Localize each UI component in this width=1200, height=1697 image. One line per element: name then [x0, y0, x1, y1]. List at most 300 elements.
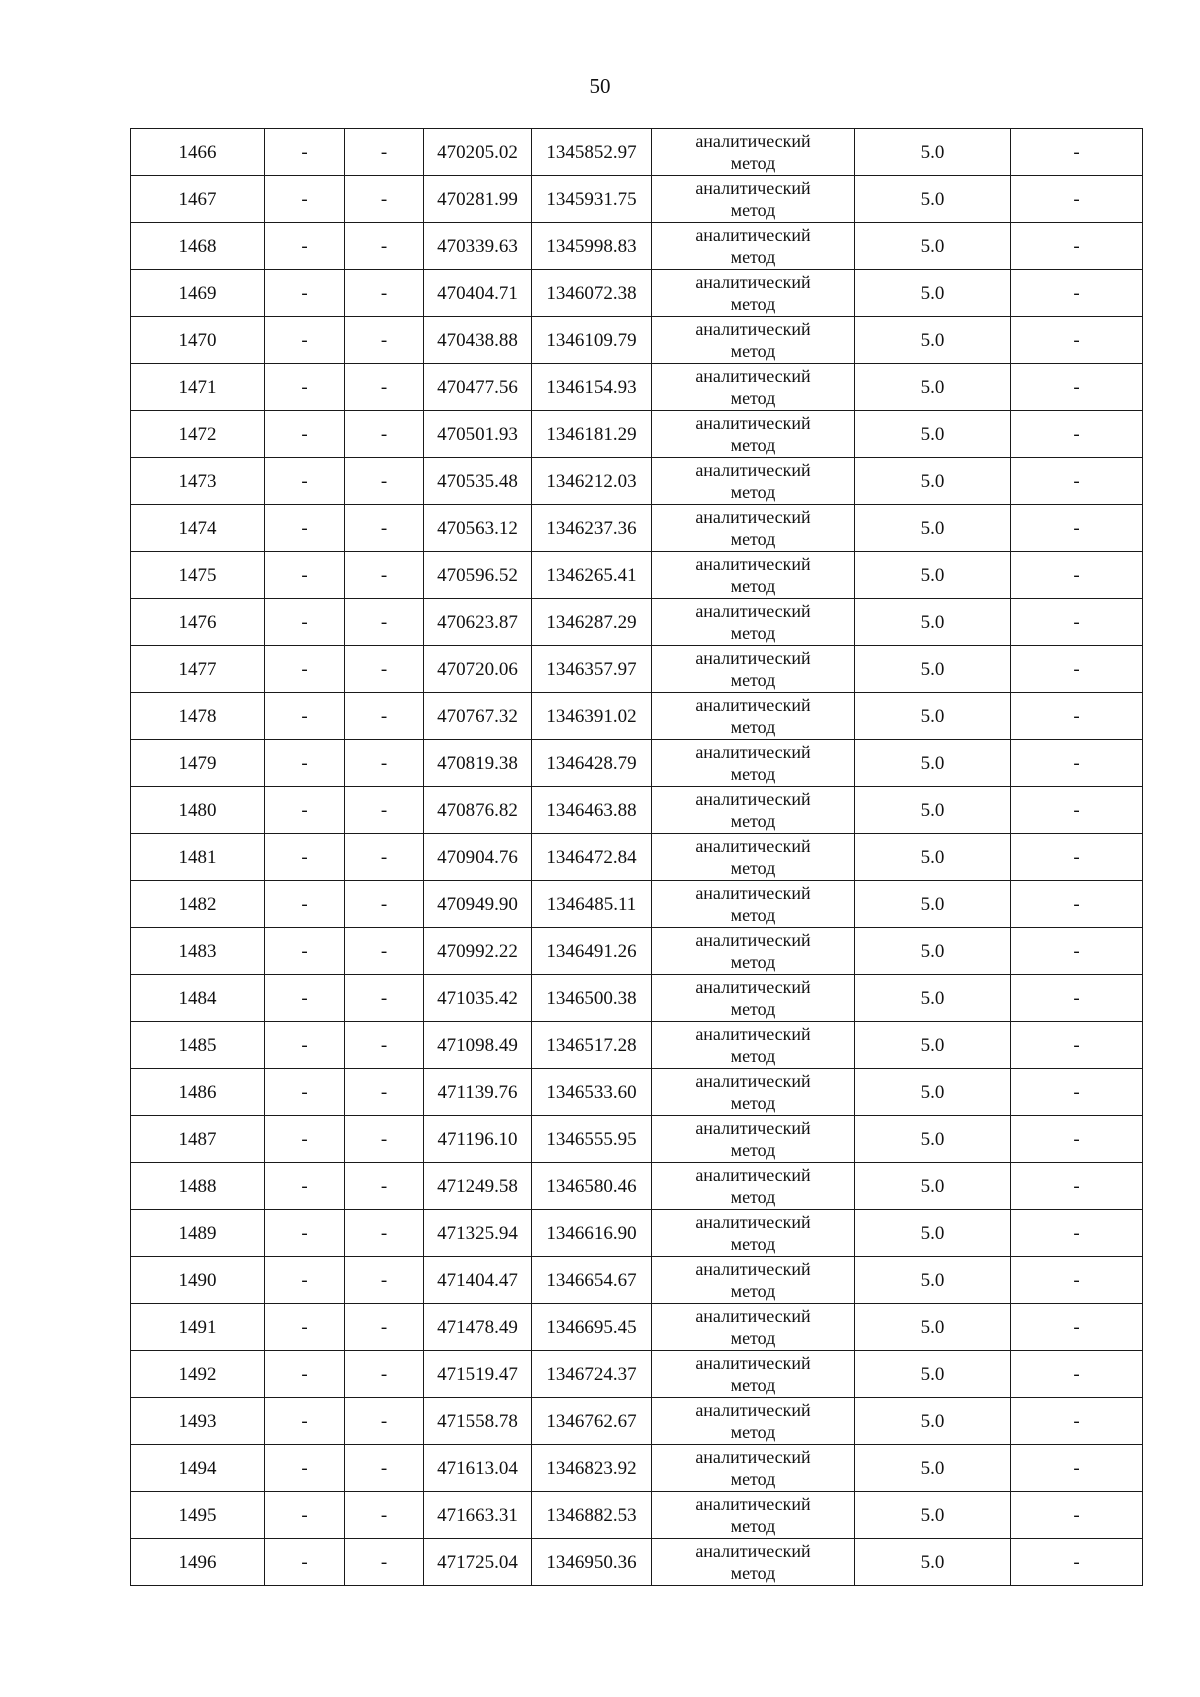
method-line-1: аналитический — [695, 366, 811, 386]
x-coordinate-cell: 470563.12 — [424, 505, 532, 552]
point-number-cell: 1495 — [131, 1492, 265, 1539]
table-row — [131, 223, 1143, 270]
method-line-2: метод — [730, 1563, 776, 1583]
method-cell — [652, 1163, 855, 1210]
accuracy-cell: 5.0 — [855, 693, 1011, 740]
x-coordinate-cell: 471478.49 — [424, 1304, 532, 1351]
y-coordinate-cell: 1346533.60 — [532, 1069, 652, 1116]
table-row — [131, 599, 1143, 646]
point-number-cell: 1483 — [131, 928, 265, 975]
method-cell — [652, 552, 855, 599]
method-line-2: метод — [730, 294, 776, 314]
y-coordinate-cell: 1346950.36 — [532, 1539, 652, 1586]
point-number-cell: 1475 — [131, 552, 265, 599]
accuracy-cell: 5.0 — [855, 317, 1011, 364]
x-coordinate-cell: 471098.49 — [424, 1022, 532, 1069]
method-line-2: метод — [730, 435, 776, 455]
table-row — [131, 270, 1143, 317]
method-line-2: метод — [730, 1281, 776, 1301]
method-cell — [652, 834, 855, 881]
accuracy-cell: 5.0 — [855, 740, 1011, 787]
table-row — [131, 1257, 1143, 1304]
accuracy-cell: 5.0 — [855, 223, 1011, 270]
method-line-2: метод — [730, 1093, 776, 1113]
description-cell: - — [1011, 1492, 1143, 1539]
method-cell — [652, 129, 855, 176]
method-line-1: аналитический — [695, 1541, 811, 1561]
description-cell: - — [1011, 1398, 1143, 1445]
table-row — [131, 1445, 1143, 1492]
empty-cell-b: - — [345, 693, 424, 740]
description-cell: - — [1011, 881, 1143, 928]
method-cell — [652, 1257, 855, 1304]
method-line-2: метод — [730, 529, 776, 549]
y-coordinate-cell: 1346181.29 — [532, 411, 652, 458]
point-number-cell: 1482 — [131, 881, 265, 928]
method-line-1: аналитический — [695, 1024, 811, 1044]
point-number-cell: 1480 — [131, 787, 265, 834]
empty-cell-a: - — [265, 317, 345, 364]
coordinates-table — [130, 128, 1143, 1586]
point-number-cell: 1474 — [131, 505, 265, 552]
y-coordinate-cell: 1346265.41 — [532, 552, 652, 599]
y-coordinate-cell: 1346154.93 — [532, 364, 652, 411]
description-cell: - — [1011, 975, 1143, 1022]
y-coordinate-cell: 1346823.92 — [532, 1445, 652, 1492]
x-coordinate-cell: 470876.82 — [424, 787, 532, 834]
table-row — [131, 1210, 1143, 1257]
point-number-cell: 1477 — [131, 646, 265, 693]
empty-cell-b: - — [345, 740, 424, 787]
description-cell: - — [1011, 458, 1143, 505]
y-coordinate-cell: 1346654.67 — [532, 1257, 652, 1304]
method-line-1: аналитический — [695, 648, 811, 668]
method-cell — [652, 317, 855, 364]
method-line-1: аналитический — [695, 507, 811, 527]
method-line-2: метод — [730, 811, 776, 831]
x-coordinate-cell: 471139.76 — [424, 1069, 532, 1116]
y-coordinate-cell: 1346357.97 — [532, 646, 652, 693]
y-coordinate-cell: 1346517.28 — [532, 1022, 652, 1069]
empty-cell-a: - — [265, 129, 345, 176]
method-line-1: аналитический — [695, 178, 811, 198]
y-coordinate-cell: 1346472.84 — [532, 834, 652, 881]
empty-cell-a: - — [265, 1304, 345, 1351]
method-line-2: метод — [730, 247, 776, 267]
method-line-2: метод — [730, 153, 776, 173]
description-cell: - — [1011, 505, 1143, 552]
method-line-2: метод — [730, 999, 776, 1019]
x-coordinate-cell: 470904.76 — [424, 834, 532, 881]
accuracy-cell: 5.0 — [855, 1492, 1011, 1539]
point-number-cell: 1471 — [131, 364, 265, 411]
y-coordinate-cell: 1345852.97 — [532, 129, 652, 176]
empty-cell-a: - — [265, 552, 345, 599]
accuracy-cell: 5.0 — [855, 458, 1011, 505]
point-number-cell: 1476 — [131, 599, 265, 646]
point-number-cell: 1467 — [131, 176, 265, 223]
accuracy-cell: 5.0 — [855, 646, 1011, 693]
accuracy-cell: 5.0 — [855, 787, 1011, 834]
point-number-cell: 1484 — [131, 975, 265, 1022]
empty-cell-b: - — [345, 881, 424, 928]
method-line-2: метод — [730, 952, 776, 972]
x-coordinate-cell: 470477.56 — [424, 364, 532, 411]
empty-cell-b: - — [345, 1163, 424, 1210]
point-number-cell: 1466 — [131, 129, 265, 176]
method-line-1: аналитический — [695, 836, 811, 856]
y-coordinate-cell: 1346212.03 — [532, 458, 652, 505]
method-line-1: аналитический — [695, 1259, 811, 1279]
empty-cell-a: - — [265, 1492, 345, 1539]
empty-cell-b: - — [345, 1492, 424, 1539]
accuracy-cell: 5.0 — [855, 1398, 1011, 1445]
empty-cell-b: - — [345, 223, 424, 270]
empty-cell-a: - — [265, 270, 345, 317]
method-cell — [652, 270, 855, 317]
method-cell — [652, 1069, 855, 1116]
accuracy-cell: 5.0 — [855, 1210, 1011, 1257]
description-cell: - — [1011, 834, 1143, 881]
empty-cell-b: - — [345, 552, 424, 599]
table-row — [131, 1022, 1143, 1069]
table-row — [131, 411, 1143, 458]
method-cell — [652, 1304, 855, 1351]
method-line-1: аналитический — [695, 1212, 811, 1232]
y-coordinate-cell: 1345931.75 — [532, 176, 652, 223]
y-coordinate-cell: 1346287.29 — [532, 599, 652, 646]
table-row — [131, 1539, 1143, 1586]
x-coordinate-cell: 470339.63 — [424, 223, 532, 270]
empty-cell-b: - — [345, 1398, 424, 1445]
method-cell — [652, 787, 855, 834]
method-line-2: метод — [730, 1234, 776, 1254]
empty-cell-a: - — [265, 364, 345, 411]
description-cell: - — [1011, 1257, 1143, 1304]
empty-cell-a: - — [265, 1398, 345, 1445]
method-cell — [652, 176, 855, 223]
method-line-1: аналитический — [695, 695, 811, 715]
accuracy-cell: 5.0 — [855, 1445, 1011, 1492]
empty-cell-a: - — [265, 223, 345, 270]
empty-cell-b: - — [345, 129, 424, 176]
empty-cell-a: - — [265, 881, 345, 928]
description-cell: - — [1011, 317, 1143, 364]
method-cell — [652, 364, 855, 411]
empty-cell-b: - — [345, 364, 424, 411]
method-cell — [652, 740, 855, 787]
empty-cell-b: - — [345, 1069, 424, 1116]
table-row — [131, 1351, 1143, 1398]
empty-cell-a: - — [265, 1210, 345, 1257]
empty-cell-a: - — [265, 1257, 345, 1304]
y-coordinate-cell: 1346616.90 — [532, 1210, 652, 1257]
empty-cell-a: - — [265, 411, 345, 458]
method-line-2: метод — [730, 1046, 776, 1066]
description-cell: - — [1011, 787, 1143, 834]
method-line-1: аналитический — [695, 977, 811, 997]
empty-cell-a: - — [265, 834, 345, 881]
method-cell — [652, 693, 855, 740]
description-cell: - — [1011, 176, 1143, 223]
table-row — [131, 317, 1143, 364]
y-coordinate-cell: 1346580.46 — [532, 1163, 652, 1210]
method-line-2: метод — [730, 764, 776, 784]
method-cell — [652, 1398, 855, 1445]
y-coordinate-cell: 1346882.53 — [532, 1492, 652, 1539]
point-number-cell: 1473 — [131, 458, 265, 505]
y-coordinate-cell: 1346072.38 — [532, 270, 652, 317]
empty-cell-b: - — [345, 1539, 424, 1586]
method-line-2: метод — [730, 1140, 776, 1160]
x-coordinate-cell: 471613.04 — [424, 1445, 532, 1492]
x-coordinate-cell: 470949.90 — [424, 881, 532, 928]
point-number-cell: 1481 — [131, 834, 265, 881]
x-coordinate-cell: 470438.88 — [424, 317, 532, 364]
point-number-cell: 1478 — [131, 693, 265, 740]
method-line-2: метод — [730, 200, 776, 220]
accuracy-cell: 5.0 — [855, 1069, 1011, 1116]
accuracy-cell: 5.0 — [855, 1304, 1011, 1351]
method-line-2: метод — [730, 858, 776, 878]
x-coordinate-cell: 470404.71 — [424, 270, 532, 317]
method-line-1: аналитический — [695, 554, 811, 574]
table-row — [131, 458, 1143, 505]
point-number-cell: 1492 — [131, 1351, 265, 1398]
table-row — [131, 1069, 1143, 1116]
method-cell — [652, 1116, 855, 1163]
point-number-cell: 1491 — [131, 1304, 265, 1351]
method-line-2: метод — [730, 1516, 776, 1536]
empty-cell-a: - — [265, 787, 345, 834]
accuracy-cell: 5.0 — [855, 1257, 1011, 1304]
description-cell: - — [1011, 1210, 1143, 1257]
method-cell — [652, 223, 855, 270]
x-coordinate-cell: 471558.78 — [424, 1398, 532, 1445]
method-line-2: метод — [730, 1187, 776, 1207]
empty-cell-a: - — [265, 740, 345, 787]
empty-cell-b: - — [345, 834, 424, 881]
description-cell: - — [1011, 740, 1143, 787]
empty-cell-b: - — [345, 975, 424, 1022]
table-row — [131, 881, 1143, 928]
description-cell: - — [1011, 411, 1143, 458]
method-cell — [652, 1351, 855, 1398]
description-cell: - — [1011, 364, 1143, 411]
y-coordinate-cell: 1346109.79 — [532, 317, 652, 364]
empty-cell-a: - — [265, 1351, 345, 1398]
y-coordinate-cell: 1346428.79 — [532, 740, 652, 787]
point-number-cell: 1486 — [131, 1069, 265, 1116]
method-line-1: аналитический — [695, 1400, 811, 1420]
method-line-2: метод — [730, 623, 776, 643]
method-line-2: метод — [730, 717, 776, 737]
x-coordinate-cell: 470281.99 — [424, 176, 532, 223]
method-cell — [652, 599, 855, 646]
empty-cell-b: - — [345, 1210, 424, 1257]
x-coordinate-cell: 471196.10 — [424, 1116, 532, 1163]
table-row — [131, 740, 1143, 787]
method-line-2: метод — [730, 905, 776, 925]
empty-cell-a: - — [265, 928, 345, 975]
method-line-1: аналитический — [695, 789, 811, 809]
x-coordinate-cell: 470596.52 — [424, 552, 532, 599]
description-cell: - — [1011, 1351, 1143, 1398]
method-line-2: метод — [730, 341, 776, 361]
method-line-2: метод — [730, 482, 776, 502]
x-coordinate-cell: 470501.93 — [424, 411, 532, 458]
empty-cell-b: - — [345, 1304, 424, 1351]
method-line-2: метод — [730, 670, 776, 690]
method-cell — [652, 1445, 855, 1492]
method-line-1: аналитический — [695, 1494, 811, 1514]
description-cell: - — [1011, 1539, 1143, 1586]
accuracy-cell: 5.0 — [855, 505, 1011, 552]
method-cell — [652, 1022, 855, 1069]
method-cell — [652, 646, 855, 693]
empty-cell-b: - — [345, 1445, 424, 1492]
point-number-cell: 1494 — [131, 1445, 265, 1492]
table-row — [131, 693, 1143, 740]
accuracy-cell: 5.0 — [855, 129, 1011, 176]
point-number-cell: 1479 — [131, 740, 265, 787]
x-coordinate-cell: 470767.32 — [424, 693, 532, 740]
description-cell: - — [1011, 129, 1143, 176]
accuracy-cell: 5.0 — [855, 270, 1011, 317]
point-number-cell: 1490 — [131, 1257, 265, 1304]
empty-cell-b: - — [345, 1257, 424, 1304]
table-row — [131, 646, 1143, 693]
y-coordinate-cell: 1346485.11 — [532, 881, 652, 928]
table-row — [131, 505, 1143, 552]
x-coordinate-cell: 470992.22 — [424, 928, 532, 975]
empty-cell-b: - — [345, 505, 424, 552]
empty-cell-b: - — [345, 270, 424, 317]
accuracy-cell: 5.0 — [855, 1116, 1011, 1163]
empty-cell-b: - — [345, 928, 424, 975]
accuracy-cell: 5.0 — [855, 176, 1011, 223]
coordinates-table-body — [131, 129, 1143, 1586]
accuracy-cell: 5.0 — [855, 834, 1011, 881]
description-cell: - — [1011, 928, 1143, 975]
page-number: 50 — [589, 74, 611, 98]
method-cell — [652, 975, 855, 1022]
accuracy-cell: 5.0 — [855, 1163, 1011, 1210]
empty-cell-b: - — [345, 176, 424, 223]
method-cell — [652, 1492, 855, 1539]
method-line-1: аналитический — [695, 1353, 811, 1373]
empty-cell-a: - — [265, 1116, 345, 1163]
x-coordinate-cell: 471519.47 — [424, 1351, 532, 1398]
method-line-1: аналитический — [695, 601, 811, 621]
accuracy-cell: 5.0 — [855, 975, 1011, 1022]
x-coordinate-cell: 471725.04 — [424, 1539, 532, 1586]
accuracy-cell: 5.0 — [855, 411, 1011, 458]
table-row — [131, 364, 1143, 411]
method-line-1: аналитический — [695, 131, 811, 151]
empty-cell-a: - — [265, 1022, 345, 1069]
method-line-2: метод — [730, 388, 776, 408]
method-line-1: аналитический — [695, 883, 811, 903]
table-row — [131, 787, 1143, 834]
point-number-cell: 1470 — [131, 317, 265, 364]
description-cell: - — [1011, 223, 1143, 270]
y-coordinate-cell: 1346555.95 — [532, 1116, 652, 1163]
method-line-1: аналитический — [695, 930, 811, 950]
y-coordinate-cell: 1346695.45 — [532, 1304, 652, 1351]
method-line-2: метод — [730, 1469, 776, 1489]
empty-cell-b: - — [345, 646, 424, 693]
x-coordinate-cell: 470205.02 — [424, 129, 532, 176]
point-number-cell: 1469 — [131, 270, 265, 317]
x-coordinate-cell: 471325.94 — [424, 1210, 532, 1257]
table-row — [131, 552, 1143, 599]
method-line-1: аналитический — [695, 413, 811, 433]
method-line-2: метод — [730, 1328, 776, 1348]
accuracy-cell: 5.0 — [855, 928, 1011, 975]
x-coordinate-cell: 471663.31 — [424, 1492, 532, 1539]
description-cell: - — [1011, 270, 1143, 317]
point-number-cell: 1468 — [131, 223, 265, 270]
table-row — [131, 1116, 1143, 1163]
empty-cell-a: - — [265, 975, 345, 1022]
accuracy-cell: 5.0 — [855, 552, 1011, 599]
y-coordinate-cell: 1346762.67 — [532, 1398, 652, 1445]
x-coordinate-cell: 471404.47 — [424, 1257, 532, 1304]
table-row — [131, 834, 1143, 881]
table-row — [131, 1398, 1143, 1445]
description-cell: - — [1011, 552, 1143, 599]
point-number-cell: 1472 — [131, 411, 265, 458]
empty-cell-b: - — [345, 599, 424, 646]
empty-cell-b: - — [345, 458, 424, 505]
x-coordinate-cell: 471249.58 — [424, 1163, 532, 1210]
point-number-cell: 1496 — [131, 1539, 265, 1586]
table-row — [131, 975, 1143, 1022]
x-coordinate-cell: 470819.38 — [424, 740, 532, 787]
point-number-cell: 1487 — [131, 1116, 265, 1163]
description-cell: - — [1011, 1022, 1143, 1069]
description-cell: - — [1011, 1116, 1143, 1163]
method-line-1: аналитический — [695, 1118, 811, 1138]
y-coordinate-cell: 1346491.26 — [532, 928, 652, 975]
description-cell: - — [1011, 1445, 1143, 1492]
method-line-1: аналитический — [695, 1447, 811, 1467]
y-coordinate-cell: 1345998.83 — [532, 223, 652, 270]
y-coordinate-cell: 1346724.37 — [532, 1351, 652, 1398]
empty-cell-a: - — [265, 458, 345, 505]
x-coordinate-cell: 470720.06 — [424, 646, 532, 693]
accuracy-cell: 5.0 — [855, 599, 1011, 646]
method-line-2: метод — [730, 1422, 776, 1442]
table-row — [131, 928, 1143, 975]
empty-cell-a: - — [265, 1445, 345, 1492]
method-cell — [652, 928, 855, 975]
point-number-cell: 1485 — [131, 1022, 265, 1069]
accuracy-cell: 5.0 — [855, 1351, 1011, 1398]
empty-cell-a: - — [265, 1539, 345, 1586]
description-cell: - — [1011, 1069, 1143, 1116]
empty-cell-a: - — [265, 176, 345, 223]
method-line-1: аналитический — [695, 742, 811, 762]
method-line-1: аналитический — [695, 1165, 811, 1185]
empty-cell-b: - — [345, 317, 424, 364]
description-cell: - — [1011, 1304, 1143, 1351]
method-line-1: аналитический — [695, 460, 811, 480]
method-cell — [652, 1539, 855, 1586]
method-cell — [652, 505, 855, 552]
empty-cell-a: - — [265, 646, 345, 693]
